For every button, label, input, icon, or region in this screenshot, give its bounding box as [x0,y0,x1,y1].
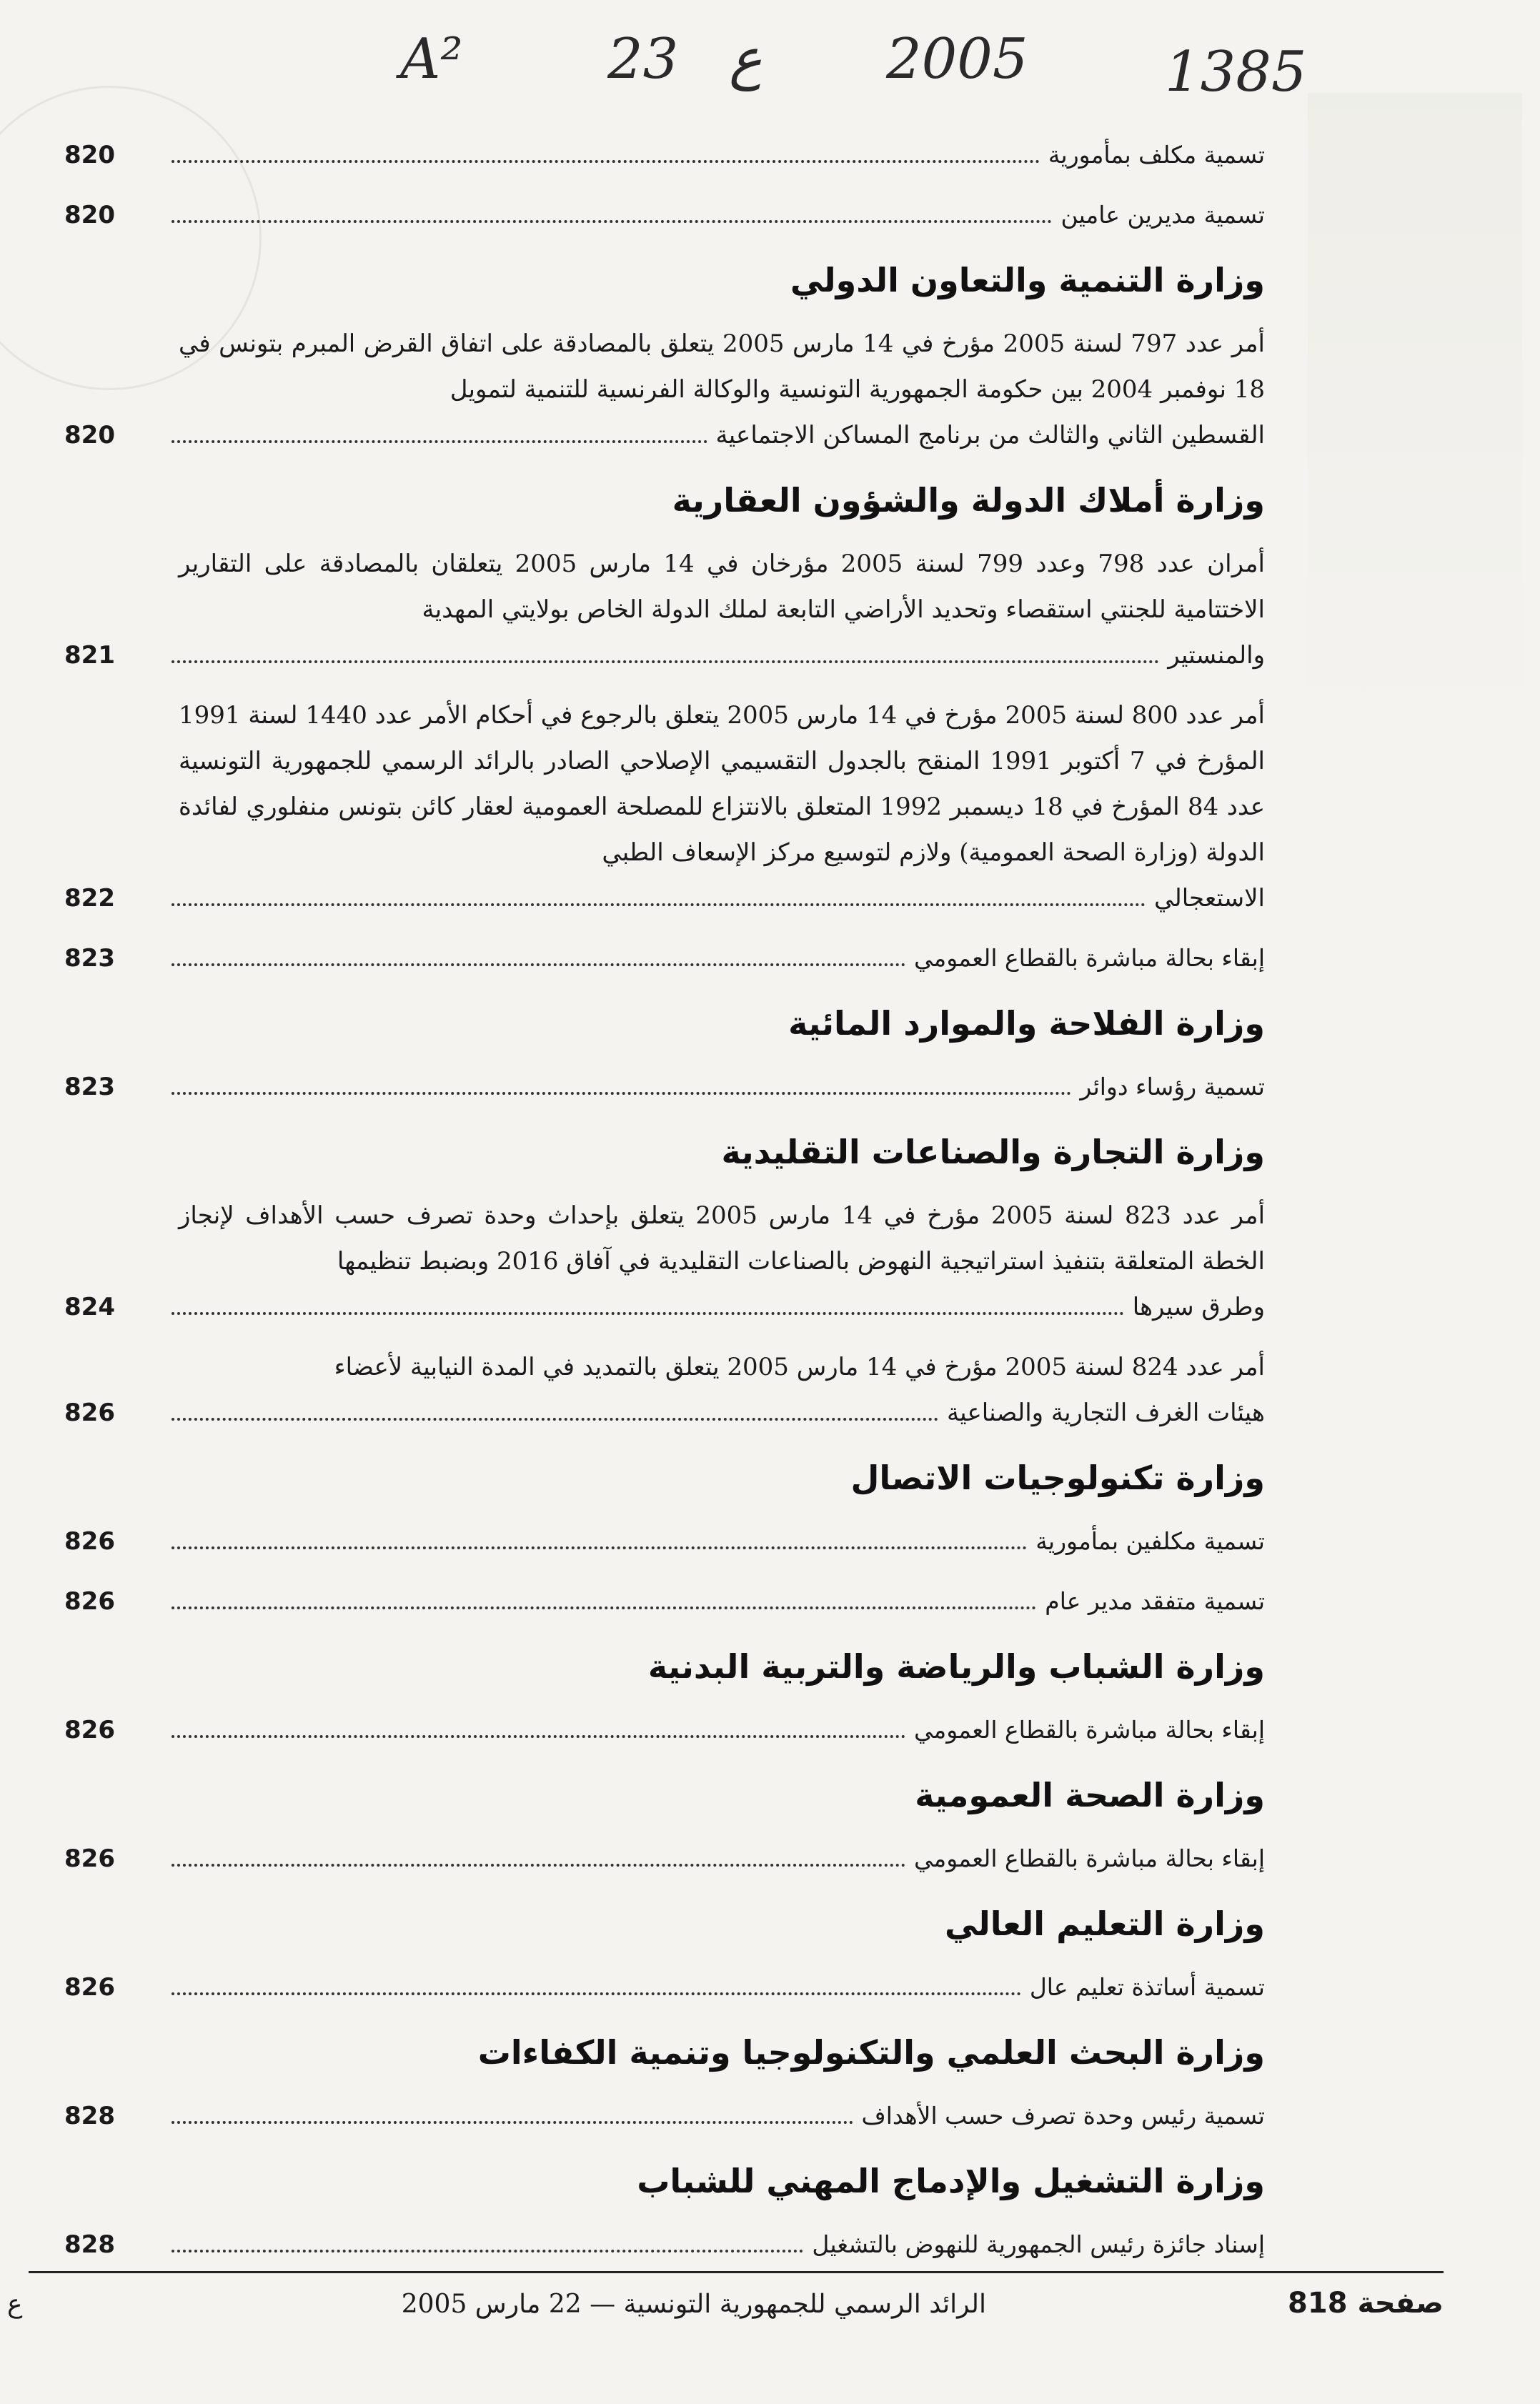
entry-page-number: 826 [64,1399,115,1427]
ministry-heading: وزارة التنمية والتعاون الدولي [790,261,1265,299]
entry-line [64,192,1265,238]
toc-section [64,1773,1265,1882]
footer-rule [29,2271,1444,2273]
entry-line [64,875,1265,921]
entry-title: تسمية أساتذة تعليم عال [1029,1973,1265,2001]
entry-page-number: 826 [64,1973,115,2002]
entry-description: أمر عدد 797 لسنة 2005 مؤرخ في 14 مارس 2005 يتعلق بالمصادقة على اتفاق القرض المبرم بتونس في 18 نوفمبر 2004 بين حكومة الجمهورية التونسية والوكالة الفرنسية للتنمية لتمويل [179,329,1266,404]
entry-title: إبقاء بحالة مباشرة بالقطاع العمومي [914,1716,1265,1744]
entry-line [64,132,1265,178]
toc-entry[interactable] [64,2222,1265,2268]
dot-leader [172,2250,803,2252]
ministry-heading: وزارة الفلاحة والموارد المائية [788,1004,1265,1043]
entry-title: الاستعجالي [1154,884,1265,913]
dot-leader [172,440,707,443]
entry-title: القسطين الثاني والثالث من برنامج المساكن الاجتماعية [715,421,1265,449]
entry-page-number: 820 [64,141,115,169]
dot-leader [172,963,905,966]
entry-page-number: 820 [64,421,115,449]
toc-entry[interactable] [64,1579,1265,1624]
entry-page-number: 821 [64,641,115,670]
toc-entry[interactable] [64,1344,1265,1436]
ministry-heading: وزارة التجارة والصناعات التقليدية [721,1133,1265,1171]
entry-line [64,1836,1265,1882]
entry-title: إبقاء بحالة مباشرة بالقطاع العمومي [914,1844,1265,1872]
toc-entry[interactable] [64,2093,1265,2139]
ministry-heading: وزارة التشغيل والإدماج المهني للشباب [637,2162,1265,2200]
ministry-heading: وزارة الشباب والرياضة والتربية البدنية [647,1647,1265,1686]
entry-page-number: 828 [64,2230,115,2259]
entry-title: هيئات الغرف التجارية والصناعية [946,1399,1265,1427]
entry-page-number: 826 [64,1527,115,1556]
entry-line [64,1965,1265,2010]
handwritten-annotation [386,27,1315,106]
ministry-heading: وزارة تكنولوجيات الاتصال [850,1459,1265,1497]
entry-page-number: 824 [64,1293,115,1321]
edge-fragment: ع [7,2290,23,2319]
entry-title: والمنستير [1168,641,1265,670]
toc-entry[interactable] [64,1836,1265,1882]
toc-entry[interactable] [64,1519,1265,1564]
dot-leader [172,2121,853,2124]
entry-line [64,1707,1265,1753]
entry-line [64,1390,1265,1436]
dot-leader [172,1092,1071,1095]
entry-page-number: 828 [64,2102,115,2130]
entry-title: تسمية رؤساء دوائر [1080,1073,1265,1101]
toc-section [64,1130,1265,1436]
ministry-heading: وزارة التعليم العالي [944,1904,1265,1943]
ministry-heading: وزارة الصحة العمومية [915,1776,1265,1814]
journal-title: الرائد الرسمي للجمهورية التونسية — 22 مارس 2005 [401,2290,986,2319]
entry-page-number: 823 [64,944,115,973]
entry-line [64,632,1265,678]
entry-title: إسناد جائزة رئيس الجمهورية للنهوض بالتشغيل [812,2230,1265,2258]
dot-leader [172,1606,1036,1609]
toc-entry[interactable] [64,1064,1265,1110]
entry-page-number: 823 [64,1073,115,1101]
toc-section [64,478,1265,981]
toc-entry[interactable] [64,541,1265,678]
entry-line [64,935,1265,981]
entry-line [64,1064,1265,1110]
entry-line [64,1579,1265,1624]
toc-section [64,258,1265,458]
entry-title: تسمية متفقد مدير عام [1045,1587,1265,1615]
table-of-contents [64,132,1265,2282]
toc-entry[interactable] [64,692,1265,921]
entry-title: وطرق سيرها [1132,1293,1265,1321]
entry-line [64,1519,1265,1564]
toc-entry[interactable] [64,132,1265,178]
ministry-heading: وزارة أملاك الدولة والشؤون العقارية [672,481,1265,520]
entry-description: أمر عدد 823 لسنة 2005 مؤرخ في 14 مارس 2005 يتعلق بإحداث وحدة تصرف حسب الأهداف لإنجاز الخطة المتعلقة بتنفيذ استراتيجية النهوض بالصناعات التقليدية في آفاق 2016 وبضبط تنظيمها [179,1201,1266,1276]
entry-line [64,2222,1265,2268]
entry-page-number: 826 [64,1587,115,1616]
entry-description: أمر عدد 824 لسنة 2005 مؤرخ في 14 مارس 2005 يتعلق بالتمديد في المدة النيابية لأعضاء [334,1353,1265,1381]
entry-page-number: 822 [64,884,115,913]
entry-title: تسمية مديرين عامين [1060,201,1265,229]
toc-entry[interactable] [64,321,1265,458]
handwritten-mark-e: 1385 [1165,40,1307,104]
entry-title: تسمية مكلفين بمأمورية [1035,1527,1265,1555]
toc-entry[interactable] [64,192,1265,238]
entry-line [64,412,1265,458]
toc-section [64,2159,1265,2268]
toc-section [64,1644,1265,1753]
handwritten-mark-b: 23 [607,27,679,91]
entry-page-number: 820 [64,201,115,229]
toc-entry[interactable] [64,935,1265,981]
entry-description: أمران عدد 798 وعدد 799 لسنة 2005 مؤرخان في 14 مارس 2005 يتعلقان بالمصادقة على التقارير الاختتامية للجنتي استقصاء وتحديد الأراضي التابعة لملك الدولة الخاص بولايتي المهدية [179,550,1266,624]
handwritten-mark-a: A² [400,27,463,91]
dot-leader [172,1546,1027,1549]
ministry-heading: وزارة البحث العلمي والتكنولوجيا وتنمية الكفاءات [477,2033,1265,2072]
toc-section [64,1001,1265,1110]
dot-leader [172,1312,1124,1315]
entry-title: إبقاء بحالة مباشرة بالقطاع العمومي [914,944,1265,972]
entry-line [64,1284,1265,1330]
toc-entry[interactable] [64,1707,1265,1753]
toc-section [64,2030,1265,2139]
page-footer [7,2287,1444,2337]
dot-leader [172,160,1040,163]
toc-section [64,1456,1265,1624]
page-shadow [1308,93,1522,736]
dot-leader [172,1992,1021,1995]
entry-description: أمر عدد 800 لسنة 2005 مؤرخ في 14 مارس 2005 يتعلق بالرجوع في أحكام الأمر عدد 1440 لسنة 1991 المؤرخ في 7 أكتوبر 1991 المنقح بالجدول التقسيمي الإصلاحي الصادر بالرائد الرسمي للجمهورية التونسية عدد 84 المؤرخ في 18 ديسمبر 1992 المتعلق بالانتزاع للمصلحة العمومية لعقار كائن بتونس منفلوري لفائدة الدولة (وزارة الصحة العمومية) ولازم لتوسيع مركز الإسعاف الطبي [178,701,1265,867]
handwritten-mark-c: ع [729,27,762,91]
entry-line [64,2093,1265,2139]
toc-section [64,132,1265,238]
handwritten-mark-d: 2005 [886,27,1028,91]
entry-title: تسمية رئيس وحدة تصرف حسب الأهداف [861,2102,1265,2130]
entry-page-number: 826 [64,1716,115,1744]
entry-page-number: 826 [64,1844,115,1873]
toc-entry[interactable] [64,1965,1265,2010]
dot-leader [172,903,1146,906]
dot-leader [172,1864,905,1867]
dot-leader [172,220,1052,223]
dot-leader [172,660,1159,663]
dot-leader [172,1735,905,1738]
dot-leader [172,1418,938,1421]
toc-entry[interactable] [64,1193,1265,1330]
toc-section [64,1902,1265,2010]
page-number: صفحة 818 [1288,2287,1444,2320]
entry-title: تسمية مكلف بمأمورية [1048,141,1265,169]
